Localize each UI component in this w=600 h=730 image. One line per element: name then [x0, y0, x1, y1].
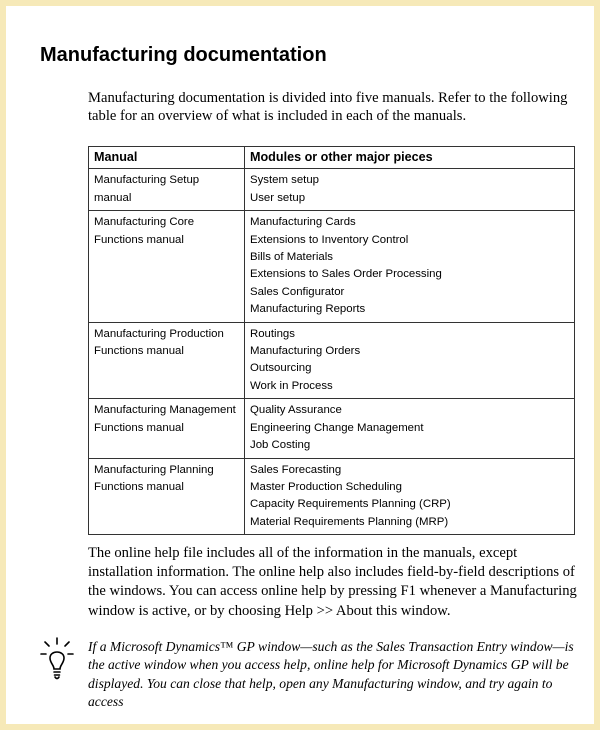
- module-item: Extensions to Inventory Control: [250, 233, 409, 246]
- modules-cell: [245, 211, 575, 322]
- module-item: Extensions to Sales Order Processing: [250, 268, 442, 281]
- module-item: Material Requirements Planning (MRP): [250, 515, 449, 528]
- manual-cell: [89, 399, 245, 458]
- module-item: Master Production Scheduling: [250, 480, 402, 493]
- module-item: Bills of Materials: [250, 251, 333, 264]
- modules-cell: [245, 458, 575, 535]
- lightbulb-icon: [40, 636, 74, 682]
- manual-name: Manufacturing Production Functions manual: [94, 327, 224, 358]
- module-item: Sales Configurator: [250, 285, 345, 298]
- manual-cell: [89, 211, 245, 322]
- manual-name: Manufacturing Management Functions manual: [94, 404, 236, 434]
- tip-note: If a Microsoft Dynamics™ GP window—such as the Sales Transaction Entry window—is the active window when you access help, online help for Microsoft Dynamics GP will be displayed. You can close that help, open any Manufacturing window, and try again to access: [88, 639, 574, 710]
- module-item: Sales Forecasting: [250, 463, 342, 476]
- module-item: System setup: [250, 174, 320, 187]
- table-row: [89, 322, 575, 399]
- table-row: [89, 399, 575, 458]
- modules-cell: [245, 399, 575, 458]
- modules-cell: [245, 169, 575, 211]
- module-item: Manufacturing Reports: [250, 303, 366, 316]
- manual-name: Manufacturing Planning Functions manual: [94, 463, 214, 493]
- module-item: Manufacturing Orders: [250, 345, 361, 358]
- module-item: Quality Assurance: [250, 404, 342, 417]
- manual-cell: [89, 169, 245, 211]
- module-item: Work in Process: [250, 379, 333, 392]
- table-row: [89, 211, 575, 322]
- table-header-row: [89, 147, 575, 169]
- intro-paragraph: Manufacturing documentation is divided into five manuals. Refer to the following table for an overview of what is included in each of the manuals.: [88, 90, 568, 124]
- manual-cell: [89, 322, 245, 399]
- modules-cell: [245, 322, 575, 399]
- module-item: Capacity Requirements Planning (CRP): [250, 498, 451, 511]
- module-item: User setup: [250, 191, 306, 204]
- header-manual: Manual: [89, 147, 245, 169]
- module-item: Routings: [250, 327, 295, 340]
- manual-cell: [89, 458, 245, 535]
- help-paragraph: The online help file includes all of the information in the manuals, except installation information. The online help also includes field-by-field descriptions of the windows. You can access online help by pressing F1 whenever a Manufacturing window is active, or by choosing Help >> About this window.: [88, 545, 577, 619]
- module-item: Engineering Change Management: [250, 421, 424, 434]
- table-row: [89, 169, 575, 211]
- manuals-table: [88, 146, 575, 535]
- module-item: Job Costing: [250, 439, 311, 452]
- manual-name: Manufacturing Core Functions manual: [94, 216, 195, 246]
- module-item: Outsourcing: [250, 362, 312, 375]
- table-row: [89, 458, 575, 535]
- manual-name: Manufacturing Setup manual: [94, 174, 200, 204]
- page-title: Manufacturing documentation: [40, 44, 327, 66]
- header-modules: Modules or other major pieces: [245, 147, 575, 169]
- module-item: Manufacturing Cards: [250, 216, 356, 229]
